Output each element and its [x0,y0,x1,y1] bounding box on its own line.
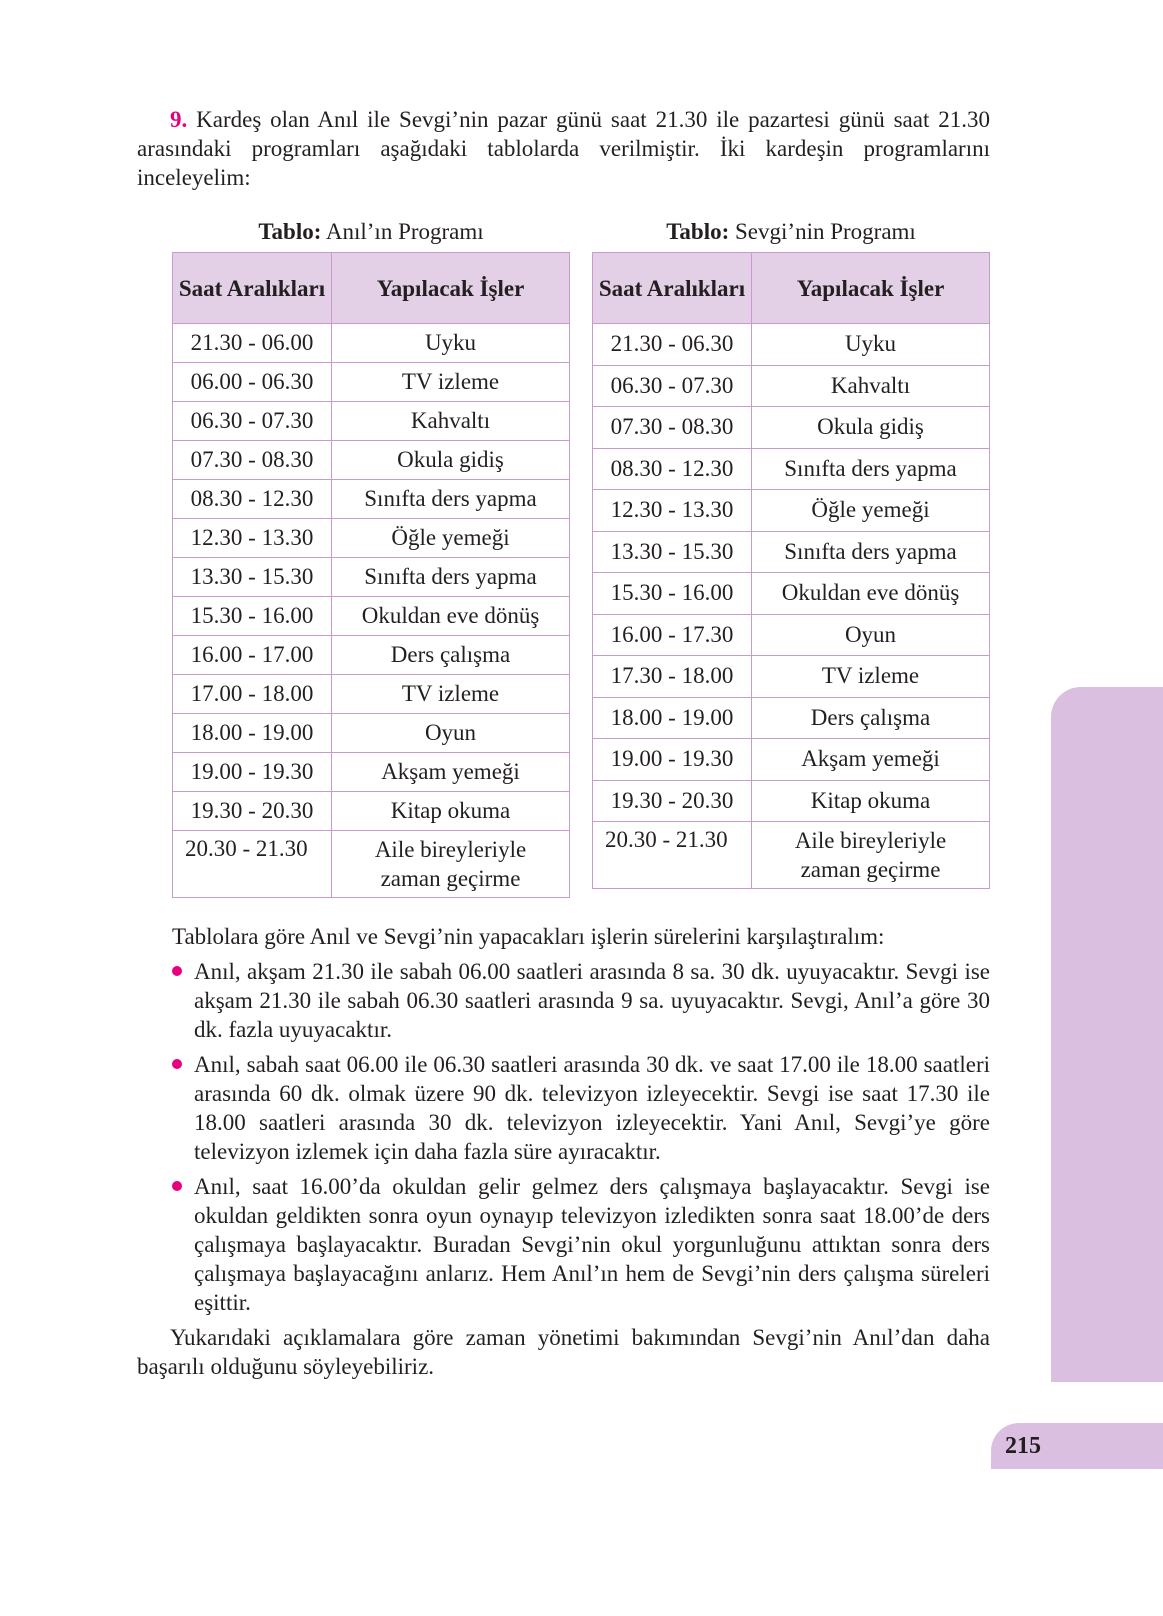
side-tab-decoration [1051,687,1163,1382]
task-cell: Sınıfta ders yapma [752,448,990,490]
table-row [593,407,990,449]
time-cell: 08.30 - 12.30 [593,448,752,490]
time-cell: 06.30 - 07.30 [593,365,752,407]
task-cell: Uyku [752,324,990,366]
table-row [173,324,570,363]
time-cell: 19.00 - 19.30 [173,753,332,792]
question-number: 9. [170,107,188,132]
task-cell: Kahvaltı [752,365,990,407]
task-cell: Ders çalışma [752,697,990,739]
conclusion-paragraph: Yukarıdaki açıklamalara göre zaman yönetimi bakımından Sevgi’nin Anıl’dan daha başarılı olduğunu söyleyebiliriz. [137,1325,990,1379]
task-cell: Okula gidiş [332,441,570,480]
task-cell: Akşam yemeği [332,753,570,792]
bullet-item [172,1172,990,1317]
time-cell: 16.00 - 17.00 [173,636,332,675]
time-cell: 17.00 - 18.00 [173,675,332,714]
page-number: 215 [991,1423,1163,1469]
sevgi-table-block [592,217,990,889]
task-cell: Akşam yemeği [752,739,990,781]
table-caption-sevgi [592,217,990,246]
bullet-list [172,957,990,1317]
time-cell: 12.30 - 13.30 [173,519,332,558]
table-row [173,675,570,714]
bullet-text: Anıl, sabah saat 06.00 ile 06.30 saatleri arasında 30 dk. ve saat 17.00 ile 18.00 saatleri arasında 60 dk. olmak üzere 90 dk. televizyon izleyecektir. Sevgi ise saat 17.30 ile 18.00 saatleri arasında 30 dk. televizyon izleyecektir. Yani Anıl, Sevgi’ye göre televizyon izlemek için daha fazla süre ayıracaktır. [194,1052,990,1164]
time-cell: 06.30 - 07.30 [173,402,332,441]
task-cell: Öğle yemeği [332,519,570,558]
header-time-range: Saat Aralıkları [173,253,332,324]
table-row [593,614,990,656]
table-row [173,480,570,519]
task-cell: Sınıfta ders yapma [332,480,570,519]
time-cell: 21.30 - 06.30 [593,324,752,366]
time-cell: 20.30 - 21.30 [173,831,332,898]
caption-label: Tablo: [258,219,322,244]
table-row [173,597,570,636]
task-cell: Kitap okuma [332,792,570,831]
time-cell: 20.30 - 21.30 [593,822,752,889]
time-cell: 21.30 - 06.00 [173,324,332,363]
header-row [593,253,990,324]
anil-table-block [172,217,570,898]
header-row [173,253,570,324]
task-cell: Öğle yemeği [752,490,990,532]
caption-text: Anıl’ın Programı [325,219,484,244]
table-row [173,558,570,597]
bullet-text: Anıl, akşam 21.30 ile sabah 06.00 saatleri arasında 8 sa. 30 dk. uyuyacaktır. Sevgi ise akşam 21.30 ile sabah 06.30 saatleri arasında 9 sa. uyuyacaktır. Sevgi, Anıl’a göre 30 dk. fazla uyuyacaktır. [194,959,990,1042]
header-time-range: Saat Aralıkları [593,253,752,324]
anil-schedule-table [172,252,570,898]
table-row [173,402,570,441]
task-cell: Okuldan eve dönüş [752,573,990,615]
comparison-section [172,922,990,1317]
table-row [593,656,990,698]
bullet-icon [172,1059,182,1069]
time-cell: 13.30 - 15.30 [173,558,332,597]
table-row [593,448,990,490]
table-row [173,753,570,792]
time-cell: 18.00 - 19.00 [593,697,752,739]
table-row [173,792,570,831]
time-cell: 19.00 - 19.30 [593,739,752,781]
table-row [593,822,990,889]
time-cell: 18.00 - 19.00 [173,714,332,753]
table-row [173,363,570,402]
time-cell: 08.30 - 12.30 [173,480,332,519]
time-cell: 07.30 - 08.30 [173,441,332,480]
bullet-icon [172,966,182,976]
time-cell: 19.30 - 20.30 [173,792,332,831]
table-row [593,490,990,532]
table-row [593,531,990,573]
time-cell: 15.30 - 16.00 [593,573,752,615]
header-tasks: Yapılacak İşler [752,253,990,324]
caption-text: Sevgi’nin Programı [735,219,916,244]
table-row [593,573,990,615]
task-cell: Kitap okuma [752,780,990,822]
task-cell: Ders çalışma [332,636,570,675]
table-row [593,697,990,739]
intro-paragraph [137,105,990,192]
time-cell: 07.30 - 08.30 [593,407,752,449]
task-cell: Sınıfta ders yapma [752,531,990,573]
table-row [173,714,570,753]
table-row [173,636,570,675]
time-cell: 06.00 - 06.30 [173,363,332,402]
task-cell: Oyun [332,714,570,753]
bullet-item [172,1050,990,1166]
task-cell: TV izleme [332,675,570,714]
task-cell: Aile bireyleriyle zaman geçirme [332,831,570,898]
tables-row [172,217,990,898]
table-row [173,519,570,558]
table-caption-anil [172,217,570,246]
task-cell: TV izleme [752,656,990,698]
time-cell: 13.30 - 15.30 [593,531,752,573]
task-cell: Uyku [332,324,570,363]
table-row [593,739,990,781]
task-cell: Kahvaltı [332,402,570,441]
bullet-text: Anıl, saat 16.00’da okuldan gelir gelmez ders çalışmaya başlayacaktır. Sevgi ise okuldan geldikten sonra oyun oynayıp televizyon izledikten sonra saat 18.00’de ders çalışmaya başlayacaktır. Buradan Sevgi’nin okul yorgunluğunu attıktan sonra ders çalışmaya başlayacağını anlarız. Hem Anıl’ın hem de Sevgi’nin ders çalışma süreleri eşittir. [194,1174,990,1315]
caption-label: Tablo: [666,219,730,244]
bullet-icon [172,1181,182,1191]
sevgi-schedule-table [592,252,990,889]
bullet-item [172,957,990,1044]
compare-intro: Tablolara göre Anıl ve Sevgi’nin yapacakları işlerin sürelerini karşılaştıralım: [172,924,885,949]
header-tasks: Yapılacak İşler [332,253,570,324]
task-cell: TV izleme [332,363,570,402]
task-cell: Okula gidiş [752,407,990,449]
table-row [173,831,570,898]
intro-text: Kardeş olan Anıl ile Sevgi’nin pazar günü saat 21.30 ile pazartesi günü saat 21.30 arasındaki programları aşağıdaki tablolarda verilmiştir. İki kardeşin programlarını inceleyelim: [137,107,990,190]
time-cell: 12.30 - 13.30 [593,490,752,532]
time-cell: 19.30 - 20.30 [593,780,752,822]
task-cell: Okuldan eve dönüş [332,597,570,636]
table-row [593,780,990,822]
table-row [593,324,990,366]
time-cell: 17.30 - 18.00 [593,656,752,698]
task-cell: Aile bireyleriyle zaman geçirme [752,822,990,889]
task-cell: Sınıfta ders yapma [332,558,570,597]
task-cell: Oyun [752,614,990,656]
table-row [593,365,990,407]
page-content [137,105,990,1381]
table-row [173,441,570,480]
time-cell: 15.30 - 16.00 [173,597,332,636]
time-cell: 16.00 - 17.30 [593,614,752,656]
